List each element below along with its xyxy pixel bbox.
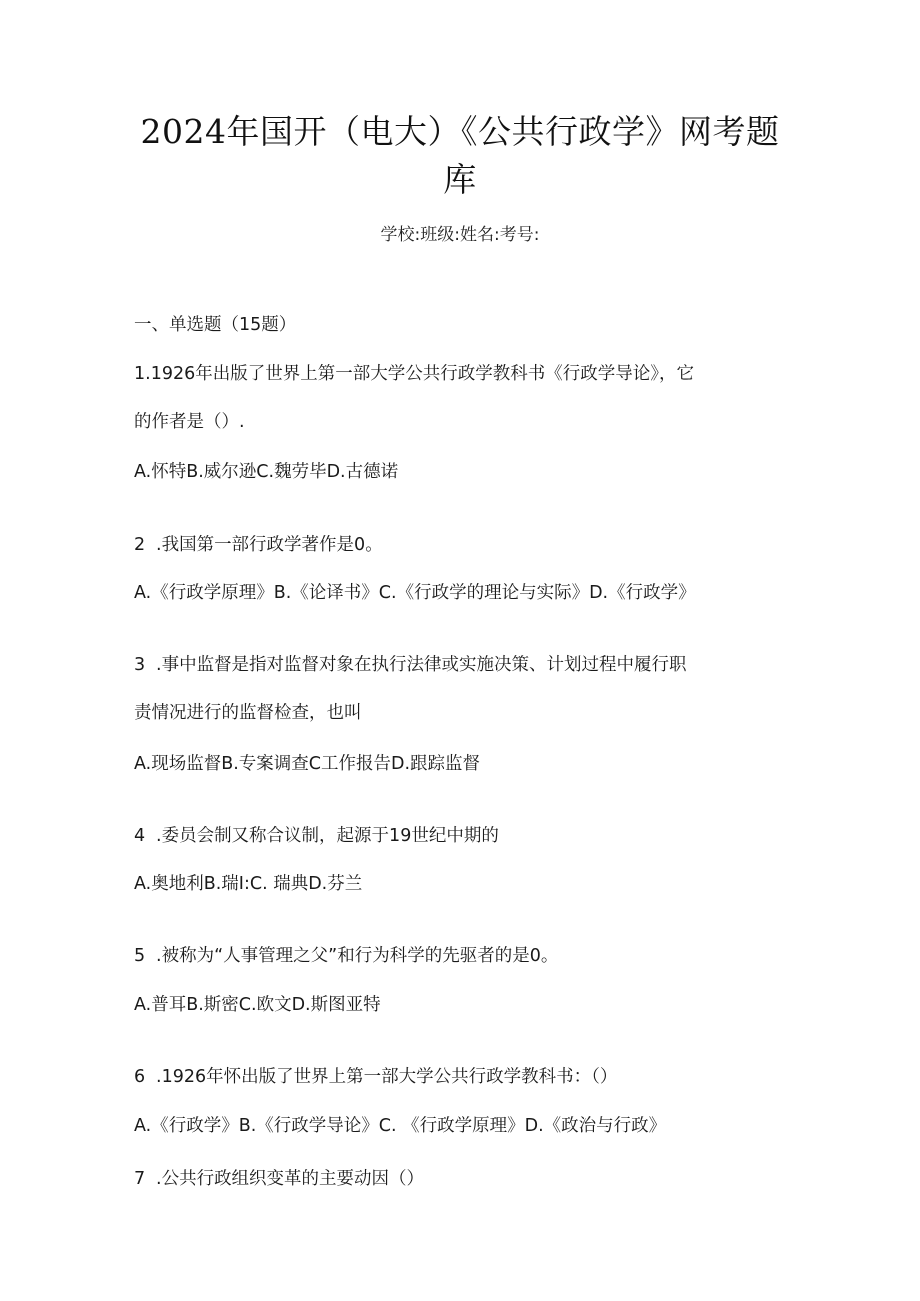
question-number: 6	[134, 1067, 146, 1087]
question-6	[134, 1064, 784, 1090]
question-number: 4	[134, 826, 146, 846]
question-2	[134, 532, 784, 558]
question-number: 7	[134, 1169, 146, 1189]
document-title: 2024年国开（电大）《公共行政学》网考题	[140, 112, 780, 151]
section-header: 一、单选题（15题）	[134, 315, 297, 335]
question-number: 2	[134, 535, 146, 555]
question-3-options: A.现场监督B.专案调查C工作报告D.跟踪监督	[134, 754, 481, 774]
question-3-text-continued: 责情况进行的监督检查，也叫	[134, 703, 362, 723]
question-1-options: A.怀特B.威尔逊C.魏劳毕D.古德诺	[134, 462, 399, 482]
question-text: .事中监督是指对监督对象在执行法律或实施决策、计划过程中履行职	[156, 655, 687, 675]
student-info-line: 学校:班级:姓名:考号:	[380, 225, 540, 245]
question-number: 5	[134, 946, 146, 966]
question-6-options: A.《行政学》B.《行政学导论》C. 《行政学原理》D.《政治与行政》	[134, 1116, 667, 1136]
question-text: .1926年怀出版了世界上第一部大学公共行政学教科书：（）	[156, 1067, 618, 1087]
question-text: .被称为“人事管理之父”和行为科学的先驱者的是0。	[156, 946, 559, 966]
question-1-text-continued: 的作者是（）.	[134, 412, 245, 432]
question-1-text: 1.1926年出版了世界上第一部大学公共行政学教科书《行政学导论》，它	[134, 364, 694, 384]
question-5	[134, 943, 784, 969]
question-2-options: A.《行政学原理》B.《论译书》C.《行政学的理论与实际》D.《行政学》	[134, 583, 696, 603]
question-7	[134, 1166, 784, 1192]
question-3	[134, 652, 784, 678]
question-4-options: A.奥地利B.瑞I:C. 瑞典D.芬兰	[134, 874, 363, 894]
question-5-options: A.普耳B.斯密C.欧文D.斯图亚特	[134, 995, 381, 1015]
question-number: 3	[134, 655, 146, 675]
question-text: .委员会制又称合议制，起源于19世纪中期的	[156, 826, 499, 846]
question-text: .公共行政组织变革的主要动因（）	[156, 1169, 425, 1189]
question-4	[134, 823, 784, 849]
document-title-continued: 库	[443, 160, 477, 199]
question-text: .我国第一部行政学著作是0。	[156, 535, 383, 555]
